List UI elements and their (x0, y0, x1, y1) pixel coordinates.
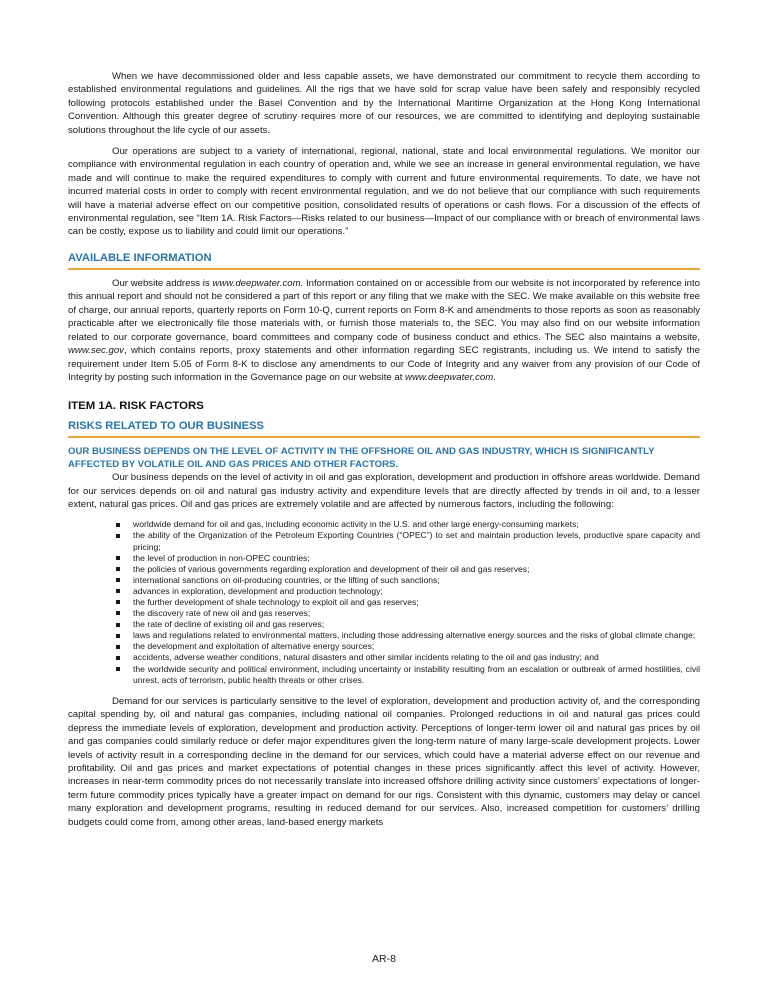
list-item: the worldwide security and political environment, including uncertainty or instability resulting from an escalation or outbreak of armed hostilities, civil unrest, acts of terrorism, public health threats or other crises. (133, 663, 700, 685)
list-item: the further development of shale technology to exploit oil and gas reserves; (133, 597, 700, 608)
website-link-end[interactable]: www.deepwater.com (405, 372, 494, 384)
paragraph-risk-intro: Our business depends on the level of activity in oil and gas exploration, development and production in offshore areas worldwide. Demand for our services depends on oil and natural gas industry activity and expenditure levels that are directly affected by trends in oil and, to a lesser extent, natural gas prices. Oil and gas prices are extremely volatile and are affected by numerous factors, including the following: (68, 472, 700, 511)
list-item: the discovery rate of new oil and gas reserves; (133, 608, 700, 619)
risk-subheading: OUR BUSINESS DEPENDS ON THE LEVEL OF ACTIVITY IN THE OFFSHORE OIL AND GAS INDUSTRY, WHICH IS SIGNIFICANTLY AFFECTED BY VOLATILE OIL AND GAS PRICES AND OTHER FACTORS. (68, 445, 655, 471)
list-item: the level of production in non-OPEC countries; (133, 553, 700, 564)
list-item: accidents, adverse weather conditions, natural disasters and other similar incidents relating to the oil and gas industry; and (133, 652, 700, 663)
paragraph-available-information: Our website address is www.deepwater.com. Information contained on or accessible from our website is not incorporated by reference into this annual report and should not be considered a part of this report or any filing that we make with the SEC. We make available on this website free of charge, our annual reports, quarterly reports on Form 10-Q, current reports on Form 8-K and amendments to those reports as soon as reasonably practicable after we electronically file those materials with, or furnish those materials to, the SEC. You may also find on our website information related to our corporate governance, board committees and company code of business conduct and ethics. The SEC also maintains a website, www.sec.gov, which contains reports, proxy statements and other information regarding SEC registrants, including us. We intend to satisfy the requirement under Item 5.05 of Form 8-K to disclose any amendments to our Code of Integrity and any waiver from any provision of our Code of Integrity by posting such information in the Governance page on our website at www.deepwater.com. (68, 277, 700, 384)
list-item: worldwide demand for oil and gas, including economic activity in the U.S. and other large energy-consuming markets; (133, 519, 700, 530)
paragraph-environmental-regulation: Our operations are subject to a variety of international, regional, national, state and local environmental regulations. We monitor our compliance with environmental regulation in each country of operation and, while we see an increase in general environmental regulation, we have made and will continue to make the required expenditures to comply with current and future environmental requirements. To date, we have not incurred material costs in order to comply with recent environmental regulation, and we do not believe that our compliance with such requirements will have a material adverse effect on our competitive position, consolidated results of operations or cash flows. For a discussion of the effects of environmental regulation, see “Item 1A. Risk Factors—Risks related to our business—Impact of our compliance with or breach of environmental laws can be costly, expose us to liability and could limit our operations.” (68, 145, 700, 238)
document-page (68, 70, 700, 837)
list-item: laws and regulations related to environmental matters, including those addressing alternative energy sources and the risks of global climate change; (133, 630, 700, 641)
list-item: the policies of various governments regarding exploration and development of their oil and gas reserves; (133, 564, 700, 575)
paragraph-recycling: When we have decommissioned older and less capable assets, we have demonstrated our commitment to recycle them according to established environmental regulations and guidelines. All the rigs that we have sold for scrap value have been safely and responsibly recycled following protocols established under the Basel Convention and by the International Maritime Organization at the Hong Kong International Convention. Although this greater degree of scrutiny requires more of our resources, we are committed to identifying and deploying sustainable solutions throughout the life cycle of our assets. (68, 71, 700, 136)
section-heading-risks-business: RISKS RELATED TO OUR BUSINESS (68, 419, 700, 438)
risk-factor-list (68, 519, 700, 685)
list-item: the rate of decline of existing oil and gas reserves; (133, 619, 700, 630)
list-item: the development and exploitation of alternative energy sources; (133, 641, 700, 652)
list-item: the ability of the Organization of the Petroleum Exporting Countries (“OPEC”) to set and maintain production levels, productive spare capacity and pricing; (133, 530, 700, 552)
website-link[interactable]: www.deepwater.com. (212, 277, 304, 289)
paragraph-demand-sensitivity: Demand for our services is particularly sensitive to the level of exploration, development and production activity of, and the corresponding capital spending by, oil and natural gas companies, including national oil companies. Prolonged reductions in oil and natural gas prices could depress the immediate levels of exploration, development and production activity. Perceptions of longer-term lower oil and natural gas prices by oil and gas companies could similarly reduce or defer major expenditures given the long-term nature of many large-scale development projects. Lower levels of activity result in a corresponding decline in the demand for our services, which could have a material adverse effect on our revenue and profitability. Oil and gas prices and market expectations of potential changes in these prices significantly affect this level of activity. However, increases in near-term commodity prices do not necessarily translate into increased offshore drilling activity since customers’ expectations of longer-term future commodity prices typically have a greater impact on demand for our rigs. Consistent with this dynamic, customers may delay or cancel many exploration and development programs, resulting in reduced demand for our services. Also, increased competition for customers’ drilling budgets could come from, among other areas, land-based energy markets (68, 695, 700, 828)
section-heading-available-information: AVAILABLE INFORMATION (68, 251, 700, 270)
sec-website-link[interactable]: www.sec.gov (68, 345, 124, 357)
list-item: advances in exploration, development and production technology; (133, 586, 700, 597)
list-item: international sanctions on oil-producing countries, or the lifting of such sanctions; (133, 575, 700, 586)
page-number: AR-8 (372, 953, 396, 965)
item-1a-heading: ITEM 1A. RISK FACTORS (68, 399, 204, 412)
